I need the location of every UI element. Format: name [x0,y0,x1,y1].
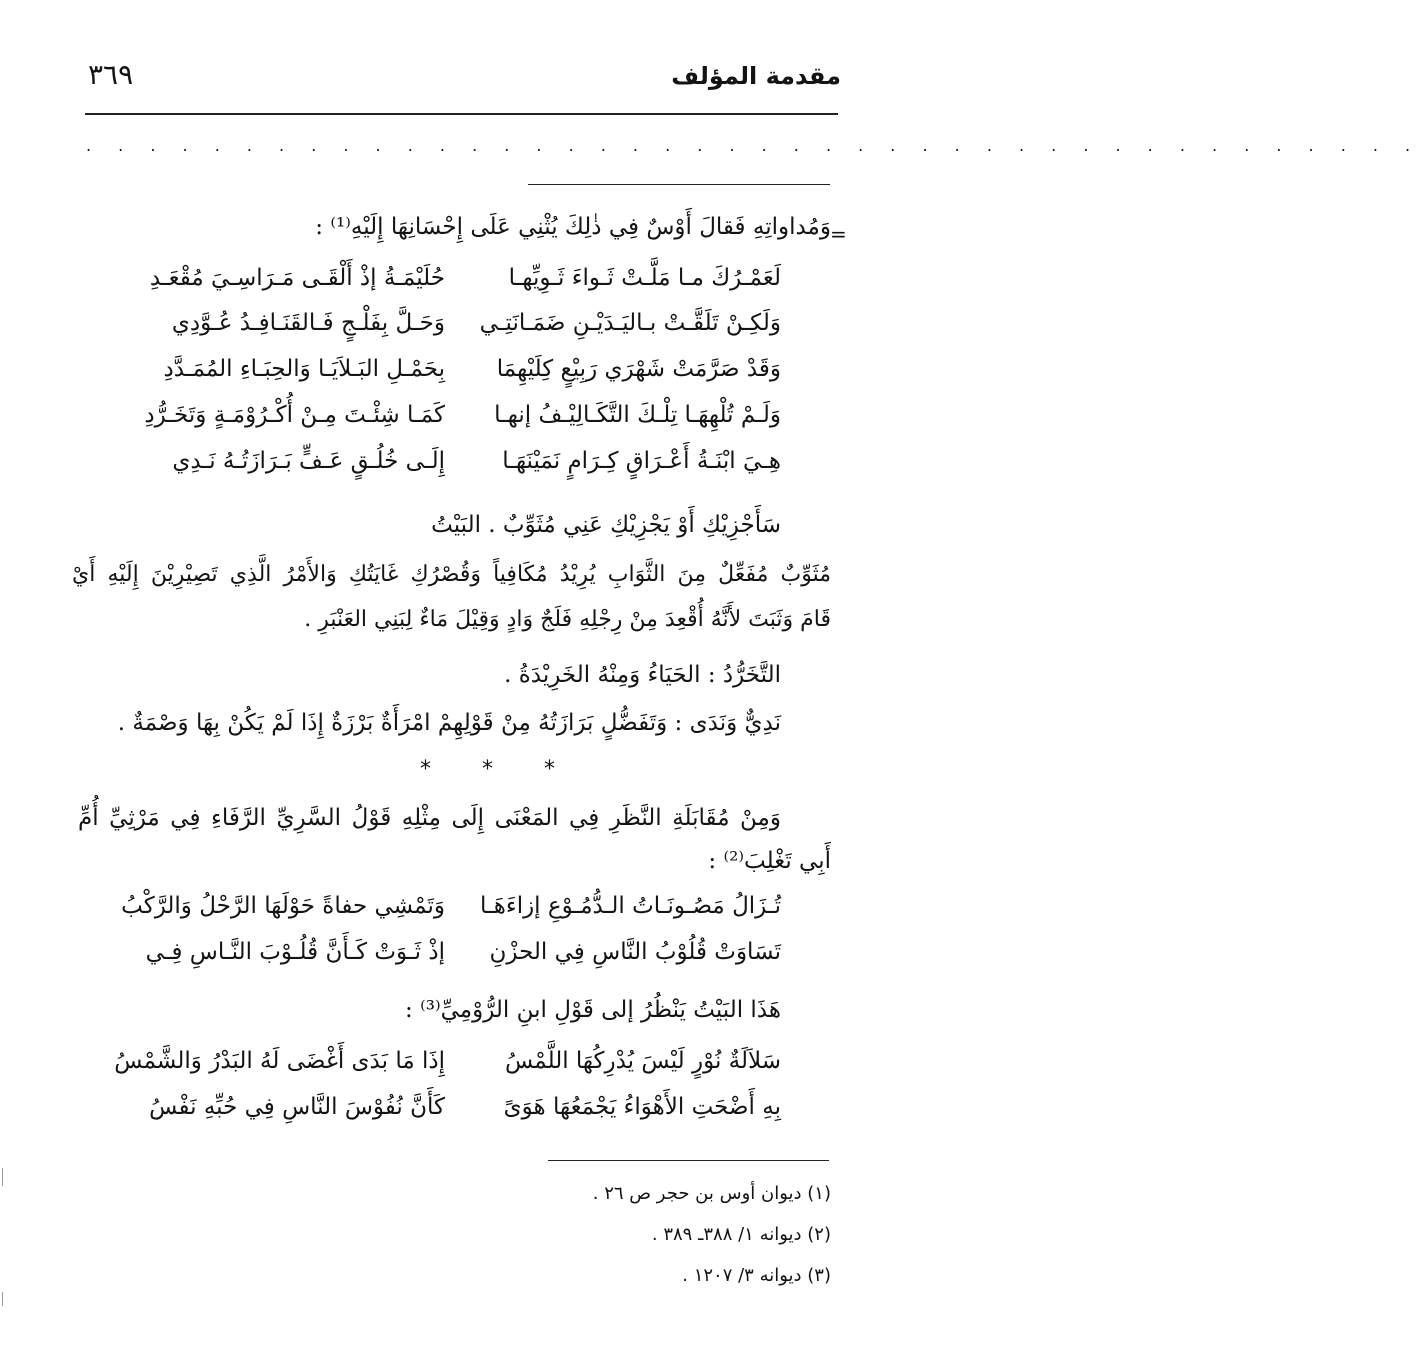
verse-5-first-hemistich: هِـيَ ابْنَـةُ أَعْـرَاقٍ كِـرَامٍ نَمَيْنَهَـا [502,448,781,474]
section-separator: * * * [420,757,577,782]
paragraph-line: أَبِي تَغْلِبَ⁽²⁾ : [708,848,831,874]
verse-1-first-hemistich: لَعَمْـرُكَ مـا مَلَّـتْ ثَـواءَ ثَـوِيِّهـا [508,265,781,291]
verse-2-second-hemistich: إذْ ثَـوَتْ كَـأَنَّ قُلُـوْبَ النَّـاسِ فِـي [145,939,445,965]
commentary-line: التَّخَرُّدُ : الحَيَاءُ وَمِنْهُ الخَرِيْدَةُ . [504,662,781,688]
commentary-line: نَدِيٌّ وَنَدَى : وَتَفَضُّلٍ بَرَازَتُهُ مِنْ قَوْلِهِمْ امْرَأَةٌ بَرْزَةٌ إِذَا لَمْ يَكُنْ بِهَا وَصْمَةٌ . [117,710,781,736]
commentary-line: مُثَوِّبٌ مُفَعِّلٌ مِنَ الثَّوَابِ يُرِيْدُ مُكَافِياً وَقُصْرُكِ غَايَتُكِ وَالأَمْرُ الَّذِي تَصِيْرِيْنَ إِلَيْهِ أَيْ [72,562,831,587]
verse-1-first-hemistich: تُـزَالُ مَصُـونَـاتُ الـدُّمُـوْعِ إزاءَهَـا [480,893,781,919]
scan-edge-mark [2,1292,3,1306]
verse-4-second-hemistich: كَمَـا شِئْـتَ مِـنْ أُكْـرُوْمَـةٍ وَتَخَـرُّدِ [144,402,445,428]
verse-2-first-hemistich: تَسَاوَتْ قُلُوْبُ النَّاسِ فِي الحزْنِ [489,939,781,965]
footnote-rule [548,1160,829,1161]
verse-3-second-hemistich: بِحَمْـلِ البَـلاَيَـا وَالحِبَـاءِ المُمَـدَّدِ [163,356,445,382]
commentary-verse-quote: سَأَجْزِيْكِ أَوْ يَجْزِيْكِ عَنِي مُثَوِّبٌ . البَيْتُ [431,512,781,538]
verse-2-second-hemistich: وَحَـلَّ بِفَلْـجٍ فَـالقَنَـافِـدُ عُـوَّدِي [171,310,445,336]
running-header-title: مقدمة المؤلف [671,62,841,90]
verse-3-first-hemistich: وَقَدْ صَرَّمَتْ شَهْرَي رَبِيْعٍ كِلَيْهِمَا [496,356,781,382]
short-rule [528,184,830,185]
verse-1-second-hemistich: حُلَيْمَـةُ إذْ أَلْقَـى مَـرَاسِـيَ مُقْعَـدِ [149,265,445,291]
verse-4-first-hemistich: وَلَـمْ تُلْهِهَـا تِلْـكَ التَّكَـالِيْـفُ إنهـا [494,402,781,428]
paragraph-line: وَمِنْ مُقَابَلَةِ النَّظَرِ فِي المَعْنَى إِلَى مِثْلِهِ قَوْلُ السَّرِيِّ الرَّفَاءِ فِي مَرْثِيِّ أُمِّ [78,805,781,831]
page-number: ٣٦٩ [88,58,134,91]
verse-1-second-hemistich: وَتَمْشِي حفاةً حَوْلَهَا الرَّحْلُ وَالرَّكْبُ [121,893,445,919]
commentary-line: هَذَا البَيْتُ يَنْظُرُ إلى قَوْلِ ابنِ الرُّوْمِيِّ⁽³⁾ : [405,997,781,1023]
verse-2-second-hemistich: كَأَنَّ نُفُوْسَ النَّاسِ فِي حُبِّهِ نَفْسُ [149,1094,445,1120]
commentary-line: قَامَ وَثَبَتَ لأَنَّهُ أُقْعِدَ مِنْ رِجْلِهِ فَلَجٌ وَادٍ وَقِيْلَ مَاءٌ لِبَنِي العَنْبَرِ . [304,607,831,632]
footnote-3: (٣) ديوانه ٣/ ١٢٠٧ . [682,1265,831,1286]
continuation-mark: = [830,222,847,246]
verse-2-first-hemistich: وَلَكِـنْ تَلَقَّـتْ بـاليَـدَيْـنِ ضَمَـانَتِـي [479,310,781,336]
footnote-1: (١) ديوان أوس بن حجر ص ٢٦ . [592,1183,831,1204]
verse-5-second-hemistich: إِلَـى خُلُـقٍ عَـفٍّ بَـرَازَتُـهُ نَـدِي [172,448,445,474]
verse-1-second-hemistich: إِذَا مَا بَدَى أَغْضَى لَهُ البَدْرُ وَالشَّمْسُ [114,1048,445,1074]
verse-1-first-hemistich: سَلاَلَةٌ نُوْرٍ لَيْسَ يُدْرِكُهَا اللَّمْسُ [504,1048,781,1074]
header-rule [85,113,838,115]
footnote-2: (٢) ديوانه ١/ ٣٨٨ـ ٣٨٩ . [651,1224,831,1245]
dotted-separator: . . . . . . . . . . . . . . . . . . . . . . . . . . . . . . . . . . . . . . . . . . [86,136,1421,155]
verse-2-first-hemistich: بِهِ أَضْحَتِ الأَهْوَاءُ يَجْمَعُهَا هَوَىً [503,1094,781,1120]
scan-edge-mark [2,1168,3,1186]
intro-line: وَمُداواتِهِ فَقالَ أَوْسٌ فِي ذٰلِكَ يُثْنِي عَلَى إِحْسَانِهَا إِلَيْهِ⁽¹⁾ : [315,214,831,240]
